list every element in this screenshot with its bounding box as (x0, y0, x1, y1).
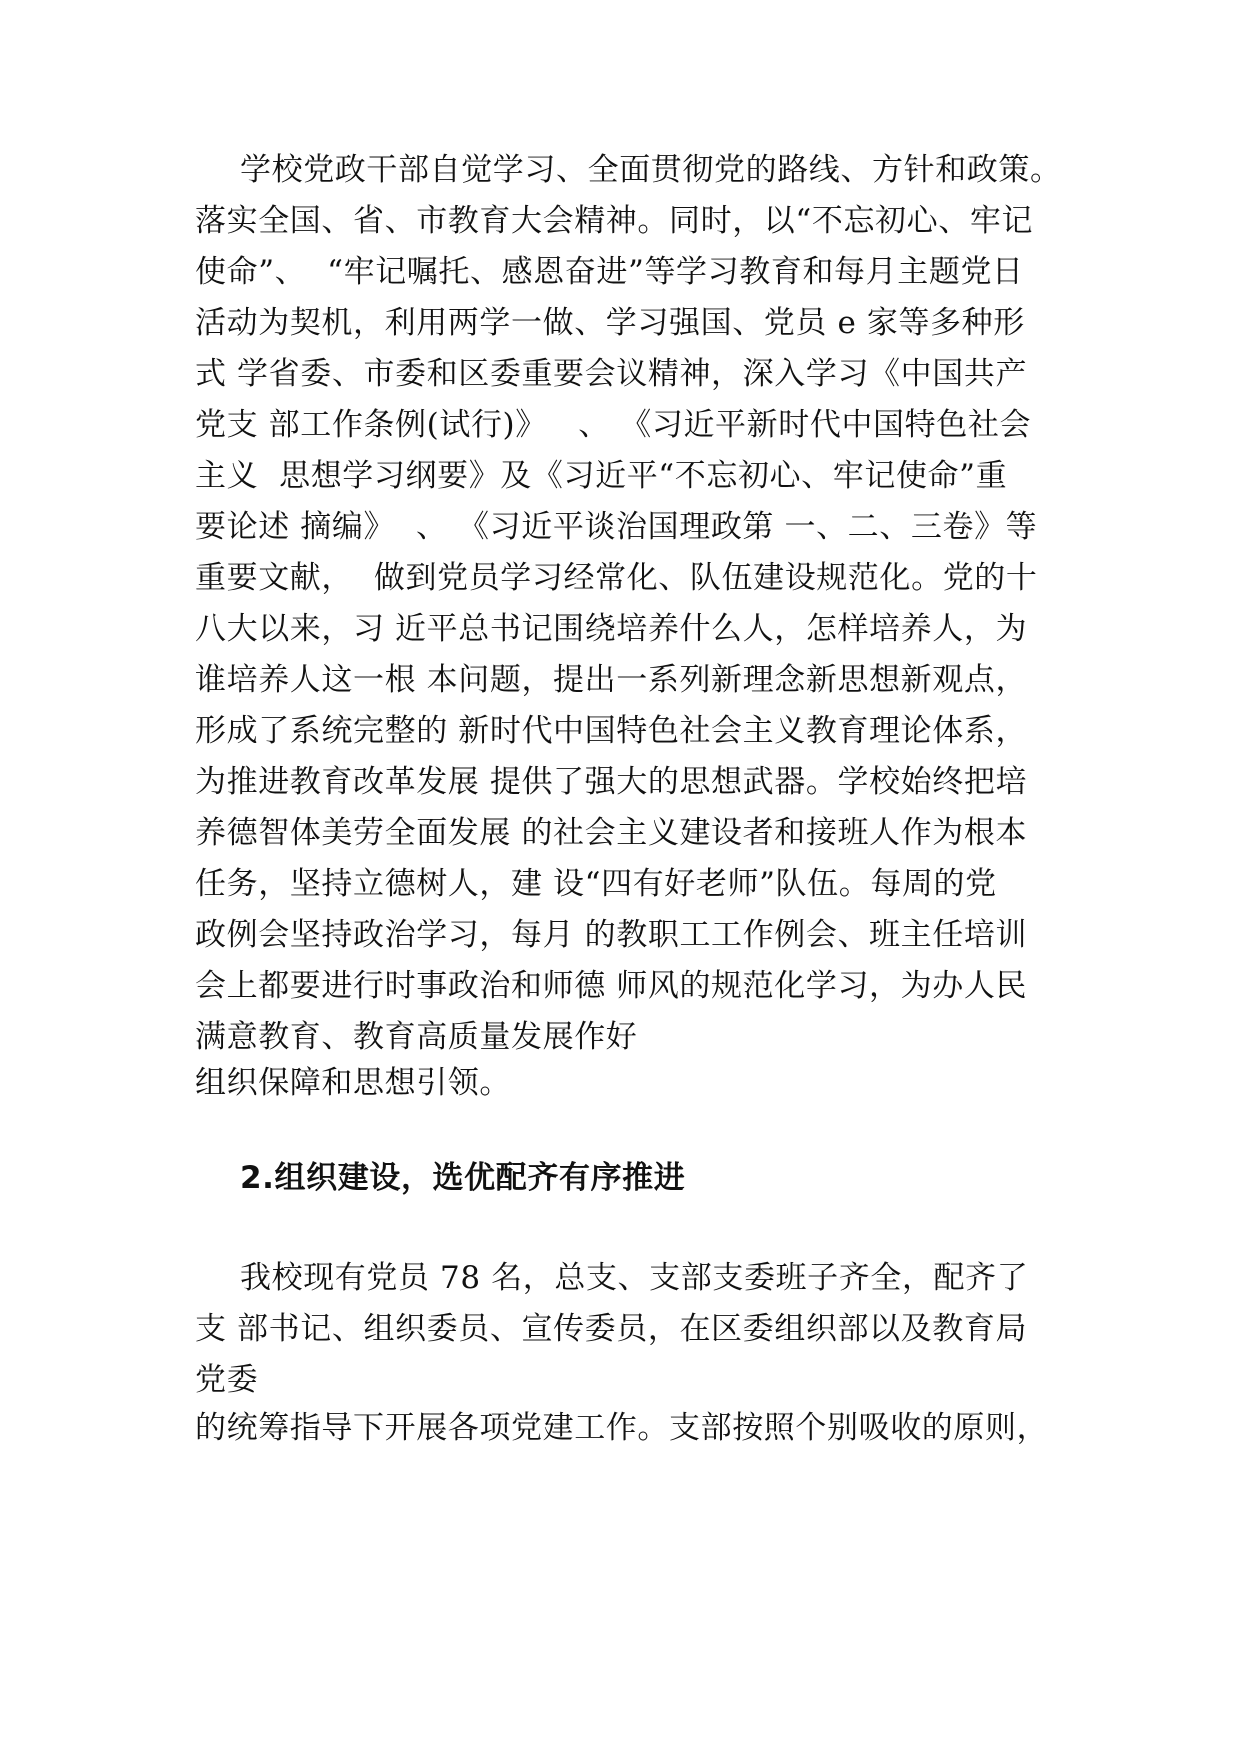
paragraph-1-line-14: 养德智体美劳全面发展 的社会主义建设者和接班人作为根本 (195, 815, 1028, 851)
section-heading: 2.组织建设，选优配齐有序推进 (240, 1160, 686, 1196)
paragraph-1-line-4: 活动为契机，利用两学一做、学习强国、党员 e 家等多种形 (195, 305, 1025, 341)
paragraph-1-line-12: 形成了系统完整的 新时代中国特色社会主义教育理论体系， (195, 713, 1028, 749)
paragraph-1-line-16: 政例会坚持政治学习，每月 的教职工工作例会、班主任培训 (195, 917, 1028, 953)
paragraph-1-line-8: 要论述 摘编》 、 《习近平谈治国理政第 一、二、三卷》等 (195, 509, 1038, 545)
paragraph-2-line-1: 我校现有党员 78 名，总支、支部支委班子齐全，配齐了 (240, 1260, 1029, 1296)
paragraph-2-line-4: 的统筹指导下开展各项党建工作。支部按照个别吸收的原则， (195, 1410, 1049, 1446)
paragraph-1-line-11: 谁培养人这一根 本问题，提出一系列新理念新思想新观点， (195, 662, 1028, 698)
paragraph-1-line-6: 党支 部工作条例(试行)》 、 《习近平新时代中国特色社会 (195, 407, 1032, 443)
paragraph-1-line-13: 为推进教育改革发展 提供了强大的思想武器。学校始终把培 (195, 764, 1028, 800)
paragraph-1-line-17: 会上都要进行时事政治和师德 师风的规范化学习，为办人民 (195, 968, 1028, 1004)
paragraph-1-line-5: 式 学省委、市委和区委重要会议精神，深入学习《中国共产 (195, 356, 1028, 392)
paragraph-1-line-15: 任务，坚持立德树人，建 设“四有好老师”队伍。每周的党 (195, 866, 997, 902)
paragraph-1-line-7: 主义 思想学习纲要》及《习近平“不忘初心、牢记使命”重 (195, 458, 1008, 494)
paragraph-1-line-1: 学校党政干部自觉学习、全面贯彻党的路线、方针和政策。 (240, 152, 1062, 188)
paragraph-1-line-19: 组织保障和思想引领。 (195, 1065, 511, 1101)
paragraph-1-line-10: 八大以来，习 近平总书记围绕培养什么人，怎样培养人，为 (195, 611, 1028, 647)
paragraph-2-line-2: 支 部书记、组织委员、宣传委员，在区委组织部以及教育局 (195, 1311, 1028, 1347)
paragraph-1-line-2: 落实全国、省、市教育大会精神。同时，以“不忘初心、牢记 (195, 203, 1034, 239)
paragraph-2-line-3: 党委 (195, 1362, 259, 1398)
paragraph-1-line-3: 使命”、 “牢记嘱托、感恩奋进”等学习教育和每月主题党日 (195, 254, 1024, 290)
paragraph-1-line-18: 满意教育、教育高质量发展作好 (195, 1019, 638, 1055)
paragraph-1-line-9: 重要文献， 做到党员学习经常化、队伍建设规范化。党的十 (195, 560, 1038, 596)
